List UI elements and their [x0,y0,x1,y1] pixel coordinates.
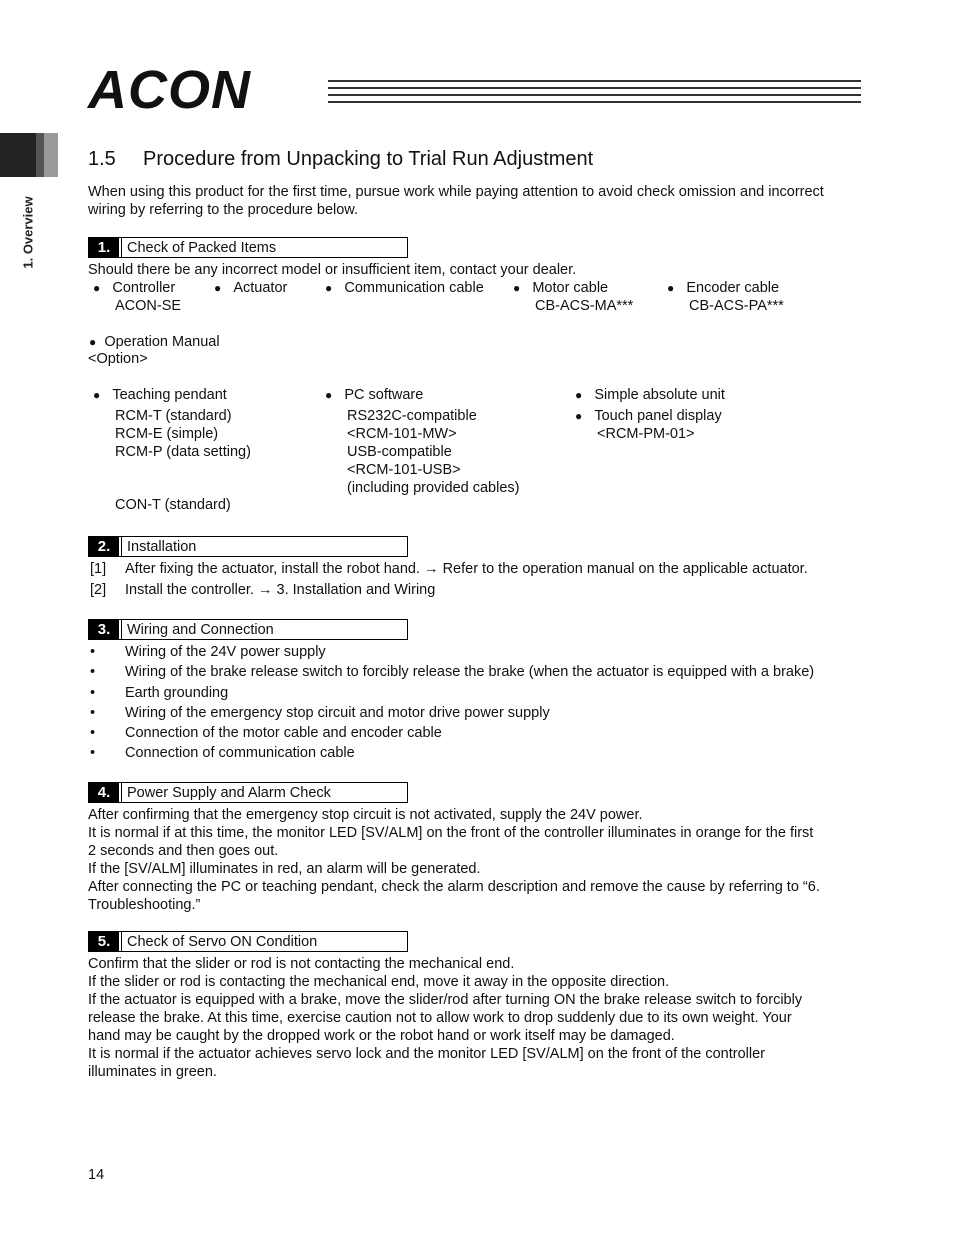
step1-title: Check of Packed Items [127,239,277,256]
step3-number: 3. [89,620,119,639]
chapter-tab-marker [0,133,58,177]
option-teaching-pendant: ● Teaching pendant RCM-T (standard) RCM-E (simple) RCM-P (data setting) CON-T (standard) [93,387,251,513]
item-communication-cable: ● Communication cable [325,280,484,296]
step1-number: 1. [89,238,119,257]
option-label: <Option> [88,351,148,367]
step2-item-2: [2] Install the controller. → 3. Installation and Wiring [90,582,436,598]
page-number: 14 [88,1167,105,1183]
option-simple-absolute-unit: ● Simple absolute unit [575,387,725,403]
item-operation-manual: ● Operation Manual [89,334,220,350]
step3-item: • Earth grounding [90,685,229,701]
chapter-side-label: 1. Overview [20,196,36,269]
logo-rule-lines [328,80,861,110]
step3-item: • Wiring of the 24V power supply [90,644,326,660]
step5-body: Confirm that the slider or rod is not contacting the mechanical end. If the slider or rod is contacting the mechanical end, move it away in the opposite direction. If the actuator is equipped with a brake, move the slider/rod after turning ON the brake release switch to forcibly release the brake. At this time, exercise caution not to allow work to drop suddenly due to its own weight. Your hand may be caught by the dropped work or the robot hand or work itself may be damaged. It is normal if the actuator achieves servo lock and the monitor LED [SV/ALM] on the front of the controller illuminates in green. [88,956,803,1080]
option-touch-panel: ● Touch panel display <RCM-PM-01> [575,408,722,442]
step3-item: • Connection of communication cable [90,745,355,761]
step4-number: 4. [89,783,119,802]
step3-title: Wiring and Connection [127,621,274,638]
step3-item: • Wiring of the brake release switch to forcibly release the brake (when the actuator is equipped with a brake) [90,664,815,680]
step2-title: Installation [127,538,197,555]
step3-heading [88,619,408,640]
acon-logo: ACON [88,60,251,120]
step3-item: • Wiring of the emergency stop circuit and motor drive power supply [90,705,550,721]
step1-heading [88,237,408,258]
item-actuator: ● Actuator [214,280,288,296]
section-title [88,148,593,171]
step5-number: 5. [89,932,119,951]
step4-title: Power Supply and Alarm Check [127,784,331,801]
step2-number: 2. [89,537,119,556]
step5-heading [88,931,408,952]
step5-title: Check of Servo ON Condition [127,933,318,950]
step4-heading [88,782,408,803]
step2-heading [88,536,408,557]
step1-text: Should there be any incorrect model or insufficient item, contact your dealer. [88,262,577,278]
option-pc-software: ● PC software RS232C-compatible <RCM-101-MW> USB-compatible <RCM-101-USB> (including provided cables) [325,387,520,496]
item-controller: ● Controller ACON-SE [93,280,182,314]
item-motor-cable: ● Motor cable CB-ACS-MA*** [513,280,634,314]
step4-body: After confirming that the emergency stop circuit is not activated, supply the 24V power. It is normal if at this time, the monitor LED [SV/ALM] on the front of the controller illuminates in orange for the first 2 seconds and then goes out. If the [SV/ALM] illuminates in red, an alarm will be generated. After connecting the PC or teaching pendant, check the alarm description and remove the cause by referring to “6. Troubleshooting.” [88,807,820,913]
step2-item-1: [1] After fixing the actuator, install the robot hand. → Refer to the operation manual on the applicable actuator. [90,561,808,577]
step3-item: • Connection of the motor cable and encoder cable [90,725,442,741]
section-number: 1.5 [88,148,116,170]
item-encoder-cable: ● Encoder cable CB-ACS-PA*** [667,280,784,314]
section-title-text: Procedure from Unpacking to Trial Run Adjustment [143,148,594,170]
section-intro: When using this product for the first time, pursue work while paying attention to avoid check omission and incorrect wiring by referring to the procedure below. [88,184,824,218]
